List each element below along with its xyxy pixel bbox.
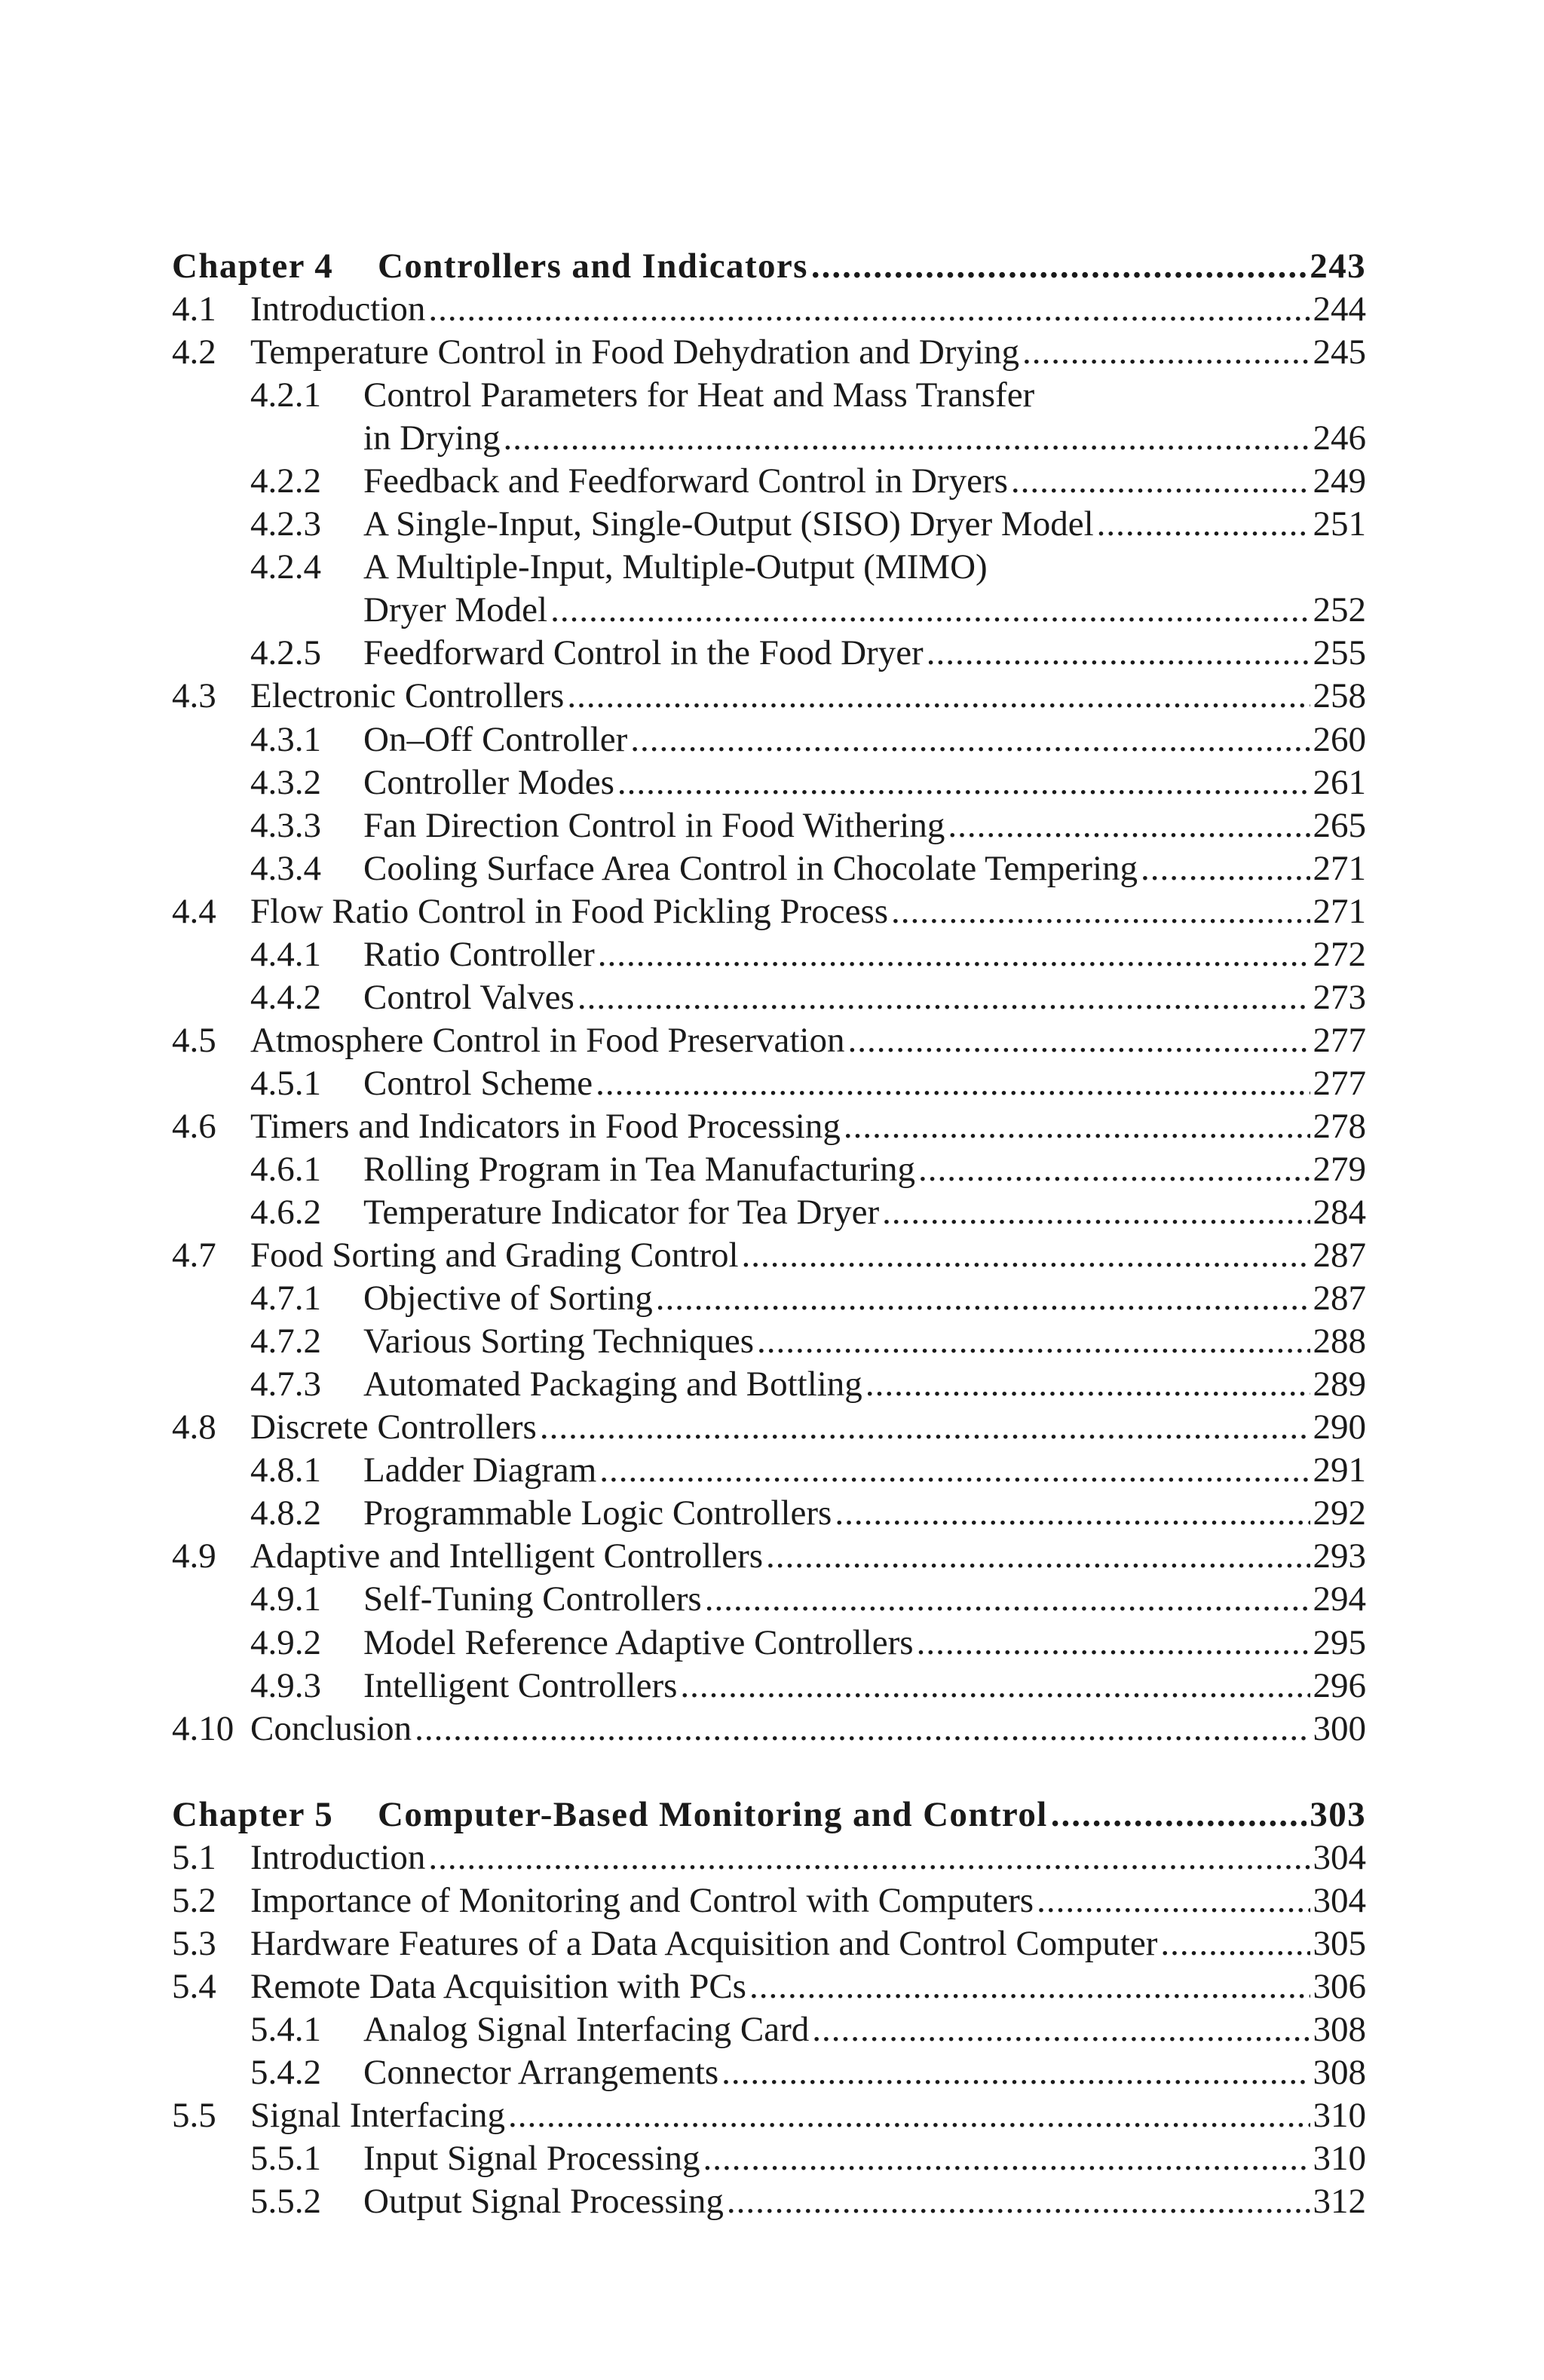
toc-title: Analog Signal Interfacing Card: [363, 2009, 810, 2049]
toc-row: [172, 2051, 1366, 2094]
toc-row: [172, 1535, 1366, 1578]
toc-title: Fan Direction Control in Food Withering: [363, 805, 945, 845]
toc-number: 4.5: [172, 1020, 216, 1060]
toc-row: [172, 718, 1366, 761]
toc-row: [172, 2008, 1366, 2051]
toc-entry: [363, 1449, 1366, 1492]
toc-page-number: 287: [1313, 1236, 1366, 1276]
toc-number: 4.3.2: [250, 762, 321, 802]
toc-row: [172, 1836, 1366, 1879]
toc-entry: [363, 1320, 1366, 1363]
toc-entry: [363, 847, 1366, 890]
toc-title: A Single-Input, Single-Output (SISO) Dryer Model: [363, 504, 1094, 544]
toc-number: 4.2.5: [250, 633, 321, 673]
toc-title: Output Signal Processing: [363, 2182, 724, 2222]
dot-leader: [844, 1105, 1310, 1148]
dot-leader: [1160, 1922, 1310, 1965]
dot-leader: [1141, 847, 1310, 890]
dot-leader: [749, 1965, 1310, 2008]
toc-number: 4.7.2: [250, 1322, 321, 1362]
toc-page-number: 260: [1313, 719, 1366, 759]
toc-row: [172, 460, 1366, 503]
toc-number: Chapter 5: [172, 1794, 334, 1834]
dot-leader: [703, 2137, 1310, 2180]
toc-number: 4.5.1: [250, 1063, 321, 1103]
toc-title: Control Valves: [363, 977, 574, 1017]
toc-page-number: 295: [1313, 1622, 1366, 1662]
toc-title: Controller Modes: [363, 762, 614, 802]
toc-number: 4.7: [172, 1236, 216, 1276]
toc-entry: [363, 1277, 1366, 1320]
toc-page-number: 244: [1313, 289, 1366, 329]
toc-entry: [363, 761, 1366, 804]
toc-page-number: 291: [1313, 1450, 1366, 1490]
toc-number: 4.9.2: [250, 1622, 321, 1662]
toc-page-number: 310: [1313, 2139, 1366, 2179]
toc-page-number: 292: [1313, 1493, 1366, 1533]
toc-number: 4.3.4: [250, 848, 321, 888]
dot-leader: [680, 1665, 1310, 1708]
toc-title: Connector Arrangements: [363, 2052, 719, 2092]
toc-row: [172, 890, 1366, 933]
toc-page-number: 300: [1313, 1708, 1366, 1748]
toc-row: [172, 546, 1366, 589]
toc-title: Temperature Indicator for Tea Dryer: [363, 1193, 880, 1233]
toc-number: Chapter 4: [172, 247, 334, 286]
toc-row: [172, 761, 1366, 804]
toc-row: [172, 589, 1366, 632]
toc-number: 4.1: [172, 289, 216, 329]
toc-page-number: 304: [1313, 1837, 1366, 1877]
toc-title: in Drying: [363, 418, 501, 458]
toc-row: [172, 1234, 1366, 1277]
toc-row: [172, 2094, 1366, 2137]
toc-chapter-row: [172, 245, 1366, 288]
toc-number: 4.2.1: [250, 375, 321, 415]
dot-leader: [1022, 331, 1310, 374]
toc-entry: [378, 1793, 1366, 1836]
toc-chapter-row: [172, 1793, 1366, 1836]
toc-title: Adaptive and Intelligent Controllers: [250, 1536, 764, 1576]
dot-leader: [917, 1622, 1310, 1665]
toc-page-number: 273: [1313, 977, 1366, 1017]
toc-number: 4.3.1: [250, 719, 321, 759]
toc-number: 4.8: [172, 1407, 216, 1447]
toc-page-number: 308: [1313, 2009, 1366, 2049]
toc-page-number: 243: [1310, 247, 1366, 286]
toc-title: Temperature Control in Food Dehydration and Drying: [250, 332, 1020, 372]
toc-title: Signal Interfacing: [250, 2095, 506, 2135]
toc-page-number: 288: [1313, 1322, 1366, 1362]
toc-title: Cooling Surface Area Control in Chocolate Tempering: [363, 848, 1138, 888]
dot-leader: [508, 2094, 1310, 2137]
toc-page-number: 308: [1313, 2052, 1366, 2092]
dot-leader: [550, 589, 1310, 632]
toc-row: [172, 1578, 1366, 1621]
toc-title: Objective of Sorting: [363, 1279, 653, 1319]
toc-page-number: 271: [1313, 891, 1366, 931]
toc-entry: [250, 1836, 1366, 1879]
toc-number: 4.6.2: [250, 1193, 321, 1233]
toc-entry: [363, 933, 1366, 976]
toc-number: 4.3.3: [250, 805, 321, 845]
toc-page-number: 306: [1313, 1966, 1366, 2006]
toc-row: [172, 1019, 1366, 1062]
toc-title: Programmable Logic Controllers: [363, 1493, 832, 1533]
dot-leader: [705, 1578, 1310, 1621]
toc-entry: [363, 460, 1366, 503]
toc-number: 4.2: [172, 332, 216, 372]
toc-title: Rolling Program in Tea Manufacturing: [363, 1149, 916, 1189]
dot-leader: [1011, 460, 1310, 503]
toc-title: Conclusion: [250, 1708, 412, 1748]
toc-row: [172, 1320, 1366, 1363]
toc-row: [172, 1191, 1366, 1234]
toc-row: [172, 804, 1366, 847]
dot-leader: [1037, 1879, 1310, 1922]
toc-number: 4.6.1: [250, 1149, 321, 1189]
toc-title: Ladder Diagram: [363, 1450, 597, 1490]
toc-number: 5.5.1: [250, 2139, 321, 2179]
toc-number: 5.5.2: [250, 2182, 321, 2222]
toc-title: Input Signal Processing: [363, 2139, 700, 2179]
toc-page-number: 304: [1313, 1880, 1366, 1920]
toc-number: 4.8.1: [250, 1450, 321, 1490]
toc-entry: [250, 1965, 1366, 2008]
toc-entry: [363, 632, 1366, 675]
toc-title: Atmosphere Control in Food Preservation: [250, 1020, 845, 1060]
toc-title: Introduction: [250, 1837, 426, 1877]
toc-page-number: 287: [1313, 1279, 1366, 1319]
dot-leader: [742, 1234, 1310, 1277]
toc-entry: [363, 976, 1366, 1019]
toc-row: [172, 288, 1366, 331]
toc-number: 5.1: [172, 1837, 216, 1877]
toc-row: [172, 1148, 1366, 1191]
toc-entry: [363, 1191, 1366, 1234]
toc-page-number: 290: [1313, 1407, 1366, 1447]
toc-title: A Multiple-Input, Multiple-Output (MIMO): [363, 547, 988, 587]
toc-title: Flow Ratio Control in Food Pickling Process: [250, 891, 889, 931]
dot-leader: [948, 804, 1310, 847]
toc-number: 4.9.3: [250, 1665, 321, 1705]
dot-leader: [567, 675, 1310, 718]
toc-page-number: 277: [1313, 1063, 1366, 1103]
toc-entry: [250, 331, 1366, 374]
toc-number: 5.5: [172, 2095, 216, 2135]
toc-row: [172, 1622, 1366, 1665]
toc-entry: [363, 546, 1366, 589]
dot-leader: [617, 761, 1310, 804]
toc-entry: [363, 374, 1366, 417]
toc-entry: [250, 1535, 1366, 1578]
dot-leader: [835, 1492, 1310, 1535]
toc-entry: [363, 2180, 1366, 2223]
toc-page-number: 249: [1313, 461, 1366, 501]
toc-entry: [250, 1019, 1366, 1062]
toc-title: On–Off Controller: [363, 719, 628, 759]
dot-leader: [630, 718, 1310, 761]
toc-entry: [250, 1406, 1366, 1449]
toc-title: Feedforward Control in the Food Dryer: [363, 633, 924, 673]
toc-row: [172, 1406, 1366, 1449]
dot-leader: [847, 1019, 1310, 1062]
toc-row: [172, 374, 1366, 417]
toc-entry: [363, 1062, 1366, 1105]
toc-row: [172, 1665, 1366, 1708]
toc-page-number: 255: [1313, 633, 1366, 673]
toc-entry: [250, 1922, 1366, 1965]
toc-number: 5.2: [172, 1880, 216, 1920]
toc-entry: [363, 804, 1366, 847]
toc-page-number: 289: [1313, 1365, 1366, 1404]
dot-leader: [721, 2051, 1310, 2094]
toc-number: 4.3: [172, 676, 216, 716]
toc-entry: [363, 503, 1366, 546]
toc-row: [172, 1449, 1366, 1492]
toc-page-number: 277: [1313, 1020, 1366, 1060]
toc-number: 4.4.1: [250, 934, 321, 974]
toc-row: [172, 675, 1366, 718]
toc-number: 5.3: [172, 1923, 216, 1963]
toc-number: 4.7.1: [250, 1279, 321, 1319]
toc-title: Control Scheme: [363, 1063, 593, 1103]
dot-leader: [865, 1363, 1310, 1406]
toc-page-number: 303: [1310, 1794, 1366, 1834]
toc-row: [172, 503, 1366, 546]
toc-entry: [250, 288, 1366, 331]
toc-entry: [363, 1665, 1366, 1708]
dot-leader: [766, 1535, 1310, 1578]
toc-number: 4.2.3: [250, 504, 321, 544]
toc-number: 4.6: [172, 1106, 216, 1146]
toc-title: Timers and Indicators in Food Processing: [250, 1106, 841, 1146]
toc-number: 4.4.2: [250, 977, 321, 1017]
toc-row: [172, 1922, 1366, 1965]
dot-leader: [503, 417, 1310, 460]
toc-page-number: 265: [1313, 805, 1366, 845]
toc-row: [172, 1105, 1366, 1148]
toc-number: 5.4: [172, 1966, 216, 2006]
toc-entry: [363, 2051, 1366, 2094]
toc-row: [172, 2180, 1366, 2223]
dot-leader: [1051, 1793, 1307, 1836]
toc-page-number: 252: [1313, 590, 1366, 630]
toc-title: Discrete Controllers: [250, 1407, 537, 1447]
toc-title: Remote Data Acquisition with PCs: [250, 1966, 746, 2006]
dot-leader: [918, 1148, 1310, 1191]
toc-title: Self-Tuning Controllers: [363, 1579, 702, 1619]
toc-title: Importance of Monitoring and Control with Computers: [250, 1880, 1034, 1920]
toc-page-number: 246: [1313, 418, 1366, 458]
toc-page-number: 261: [1313, 762, 1366, 802]
toc-row: [172, 1062, 1366, 1105]
toc-row: [172, 1708, 1366, 1751]
toc-page-number: 305: [1313, 1923, 1366, 1963]
dot-leader: [727, 2180, 1310, 2223]
toc-row: [172, 933, 1366, 976]
toc-title: Controllers and Indicators: [378, 247, 808, 286]
toc-entry: [250, 1234, 1366, 1277]
toc-title: Ratio Controller: [363, 934, 595, 974]
dot-leader: [428, 288, 1310, 331]
toc-entry: [378, 245, 1366, 288]
dot-leader: [540, 1406, 1310, 1449]
toc-entry: [363, 1148, 1366, 1191]
toc-entry: [250, 2094, 1366, 2137]
toc-page-number: 245: [1313, 332, 1366, 372]
dot-leader: [812, 2008, 1310, 2051]
toc-row: [172, 417, 1366, 460]
toc-page-number: 284: [1313, 1193, 1366, 1233]
toc-page-number: 296: [1313, 1665, 1366, 1705]
toc-page-number: 310: [1313, 2095, 1366, 2135]
toc-number: 5.4.2: [250, 2052, 321, 2092]
toc-number: 4.4: [172, 891, 216, 931]
toc-row: [172, 632, 1366, 675]
toc-entry: [363, 1578, 1366, 1621]
toc-number: 4.7.3: [250, 1365, 321, 1404]
toc-row: [172, 2137, 1366, 2180]
toc-entry: [363, 589, 1366, 632]
toc-title: Automated Packaging and Bottling: [363, 1365, 862, 1404]
toc-page-number: 258: [1313, 676, 1366, 716]
toc-entry: [250, 890, 1366, 933]
toc-page-number: 279: [1313, 1149, 1366, 1189]
toc-number: 5.4.1: [250, 2009, 321, 2049]
toc-title: Model Reference Adaptive Controllers: [363, 1622, 914, 1662]
toc-row: [172, 847, 1366, 890]
dot-leader: [811, 245, 1307, 288]
toc-row: [172, 1363, 1366, 1406]
dot-leader: [598, 933, 1310, 976]
toc-title: Computer-Based Monitoring and Control: [378, 1794, 1048, 1834]
toc-title: Feedback and Feedforward Control in Dryers: [363, 461, 1008, 501]
toc-number: 4.9: [172, 1536, 216, 1576]
toc-entry: [250, 1708, 1366, 1751]
toc-page-number: 272: [1313, 934, 1366, 974]
toc-title: Food Sorting and Grading Control: [250, 1236, 739, 1276]
toc-page-number: 278: [1313, 1106, 1366, 1146]
toc-entry: [363, 2137, 1366, 2180]
toc-row: [172, 1965, 1366, 2008]
toc-row: [172, 1277, 1366, 1320]
toc-entry: [363, 2008, 1366, 2051]
dot-leader: [656, 1277, 1310, 1320]
toc-number: 4.8.2: [250, 1493, 321, 1533]
toc-row: [172, 331, 1366, 374]
toc-entry: [363, 1492, 1366, 1535]
toc-entry: [250, 675, 1366, 718]
toc-title: Various Sorting Techniques: [363, 1322, 755, 1362]
dot-leader: [596, 1062, 1310, 1105]
dot-leader: [891, 890, 1310, 933]
toc-entry: [363, 718, 1366, 761]
toc-number: 4.2.4: [250, 547, 321, 587]
dot-leader: [757, 1320, 1310, 1363]
toc-entry: [250, 1105, 1366, 1148]
toc-entry: [363, 1622, 1366, 1665]
toc-entry: [363, 417, 1366, 460]
dot-leader: [428, 1836, 1310, 1879]
toc-title: Hardware Features of a Data Acquisition and Control Computer: [250, 1923, 1158, 1963]
toc-page-number: 271: [1313, 848, 1366, 888]
dot-leader: [1097, 503, 1310, 546]
toc-row: [172, 1492, 1366, 1535]
toc-number: 4.10: [172, 1708, 234, 1748]
toc-page-number: 251: [1313, 504, 1366, 544]
table-of-contents: [172, 245, 1366, 2223]
toc-title: Dryer Model: [363, 590, 548, 630]
dot-leader: [415, 1708, 1310, 1751]
toc-title: Electronic Controllers: [250, 676, 565, 716]
toc-row: [172, 976, 1366, 1019]
toc-row: [172, 1879, 1366, 1922]
toc-page-number: 312: [1313, 2182, 1366, 2222]
toc-number: 4.2.2: [250, 461, 321, 501]
dot-leader: [599, 1449, 1310, 1492]
toc-page-number: 293: [1313, 1536, 1366, 1576]
toc-number: 4.9.1: [250, 1579, 321, 1619]
toc-title: Introduction: [250, 289, 426, 329]
dot-leader: [577, 976, 1310, 1019]
dot-leader: [882, 1191, 1310, 1234]
toc-title: Control Parameters for Heat and Mass Transfer: [363, 375, 1035, 415]
toc-title: Intelligent Controllers: [363, 1665, 678, 1705]
toc-entry: [250, 1879, 1366, 1922]
toc-entry: [363, 1363, 1366, 1406]
toc-page-number: 294: [1313, 1579, 1366, 1619]
dot-leader: [927, 632, 1310, 675]
